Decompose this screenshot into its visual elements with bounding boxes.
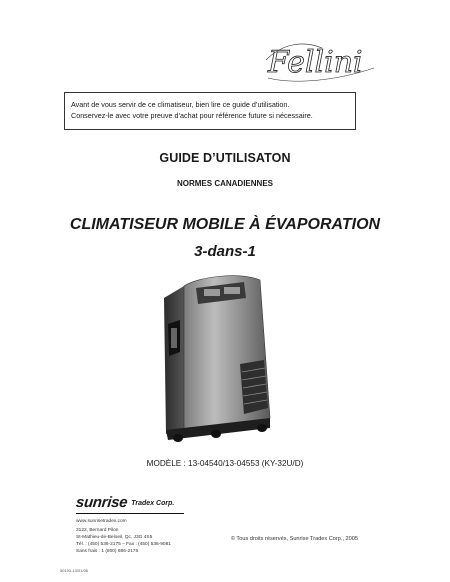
guide-subtitle: NORMES CANADIENNES xyxy=(176,179,273,188)
notice-line-1: Avant de vous servir de ce climatiseur, bien lire ce guide d’utilisation. xyxy=(71,100,290,109)
product-subtitle: 3-dans-1 xyxy=(194,243,256,260)
air-conditioner-illustration xyxy=(160,268,276,444)
address-line-1: 3122, Bernard Pilon xyxy=(76,528,119,533)
logo-underline xyxy=(76,513,184,514)
company-name: sunrise xyxy=(75,494,129,511)
phone-fax: Tél. : (450) 536-2175 – Fax : (450) 536-9081 xyxy=(76,542,171,547)
svg-text:Fellini: Fellini xyxy=(268,45,363,80)
model-number: MODÈLE : 13-04540/13-04553 (KY-32U/D) xyxy=(146,459,304,468)
company-website: www.sunrisetradex.com xyxy=(76,519,127,524)
notice-line-2: Conservez-le avec votre preuve d’achat pour référence future si nécessaire. xyxy=(71,111,313,120)
toll-free: Sans frais : 1 (800) 686-2175 xyxy=(76,549,139,554)
document-number: 50193-13/01/06 xyxy=(60,568,89,573)
fellini-logo xyxy=(262,34,380,86)
company-suffix: Tradex Corp. xyxy=(131,500,175,507)
company-address xyxy=(76,518,171,555)
product-title: CLIMATISEUR MOBILE À ÉVAPORATION xyxy=(69,216,381,233)
guide-title: GUIDE D’UTILISATON xyxy=(159,151,291,165)
copyright-notice: © Tous droits réservés, Sunrise Tradex Corp., 2005 xyxy=(230,536,358,542)
address-line-2: St-Mathieu-de-Beloeil, Qc, J3G 4S5 xyxy=(76,535,153,540)
usage-notice-box xyxy=(64,92,356,130)
company-logo xyxy=(76,494,174,512)
